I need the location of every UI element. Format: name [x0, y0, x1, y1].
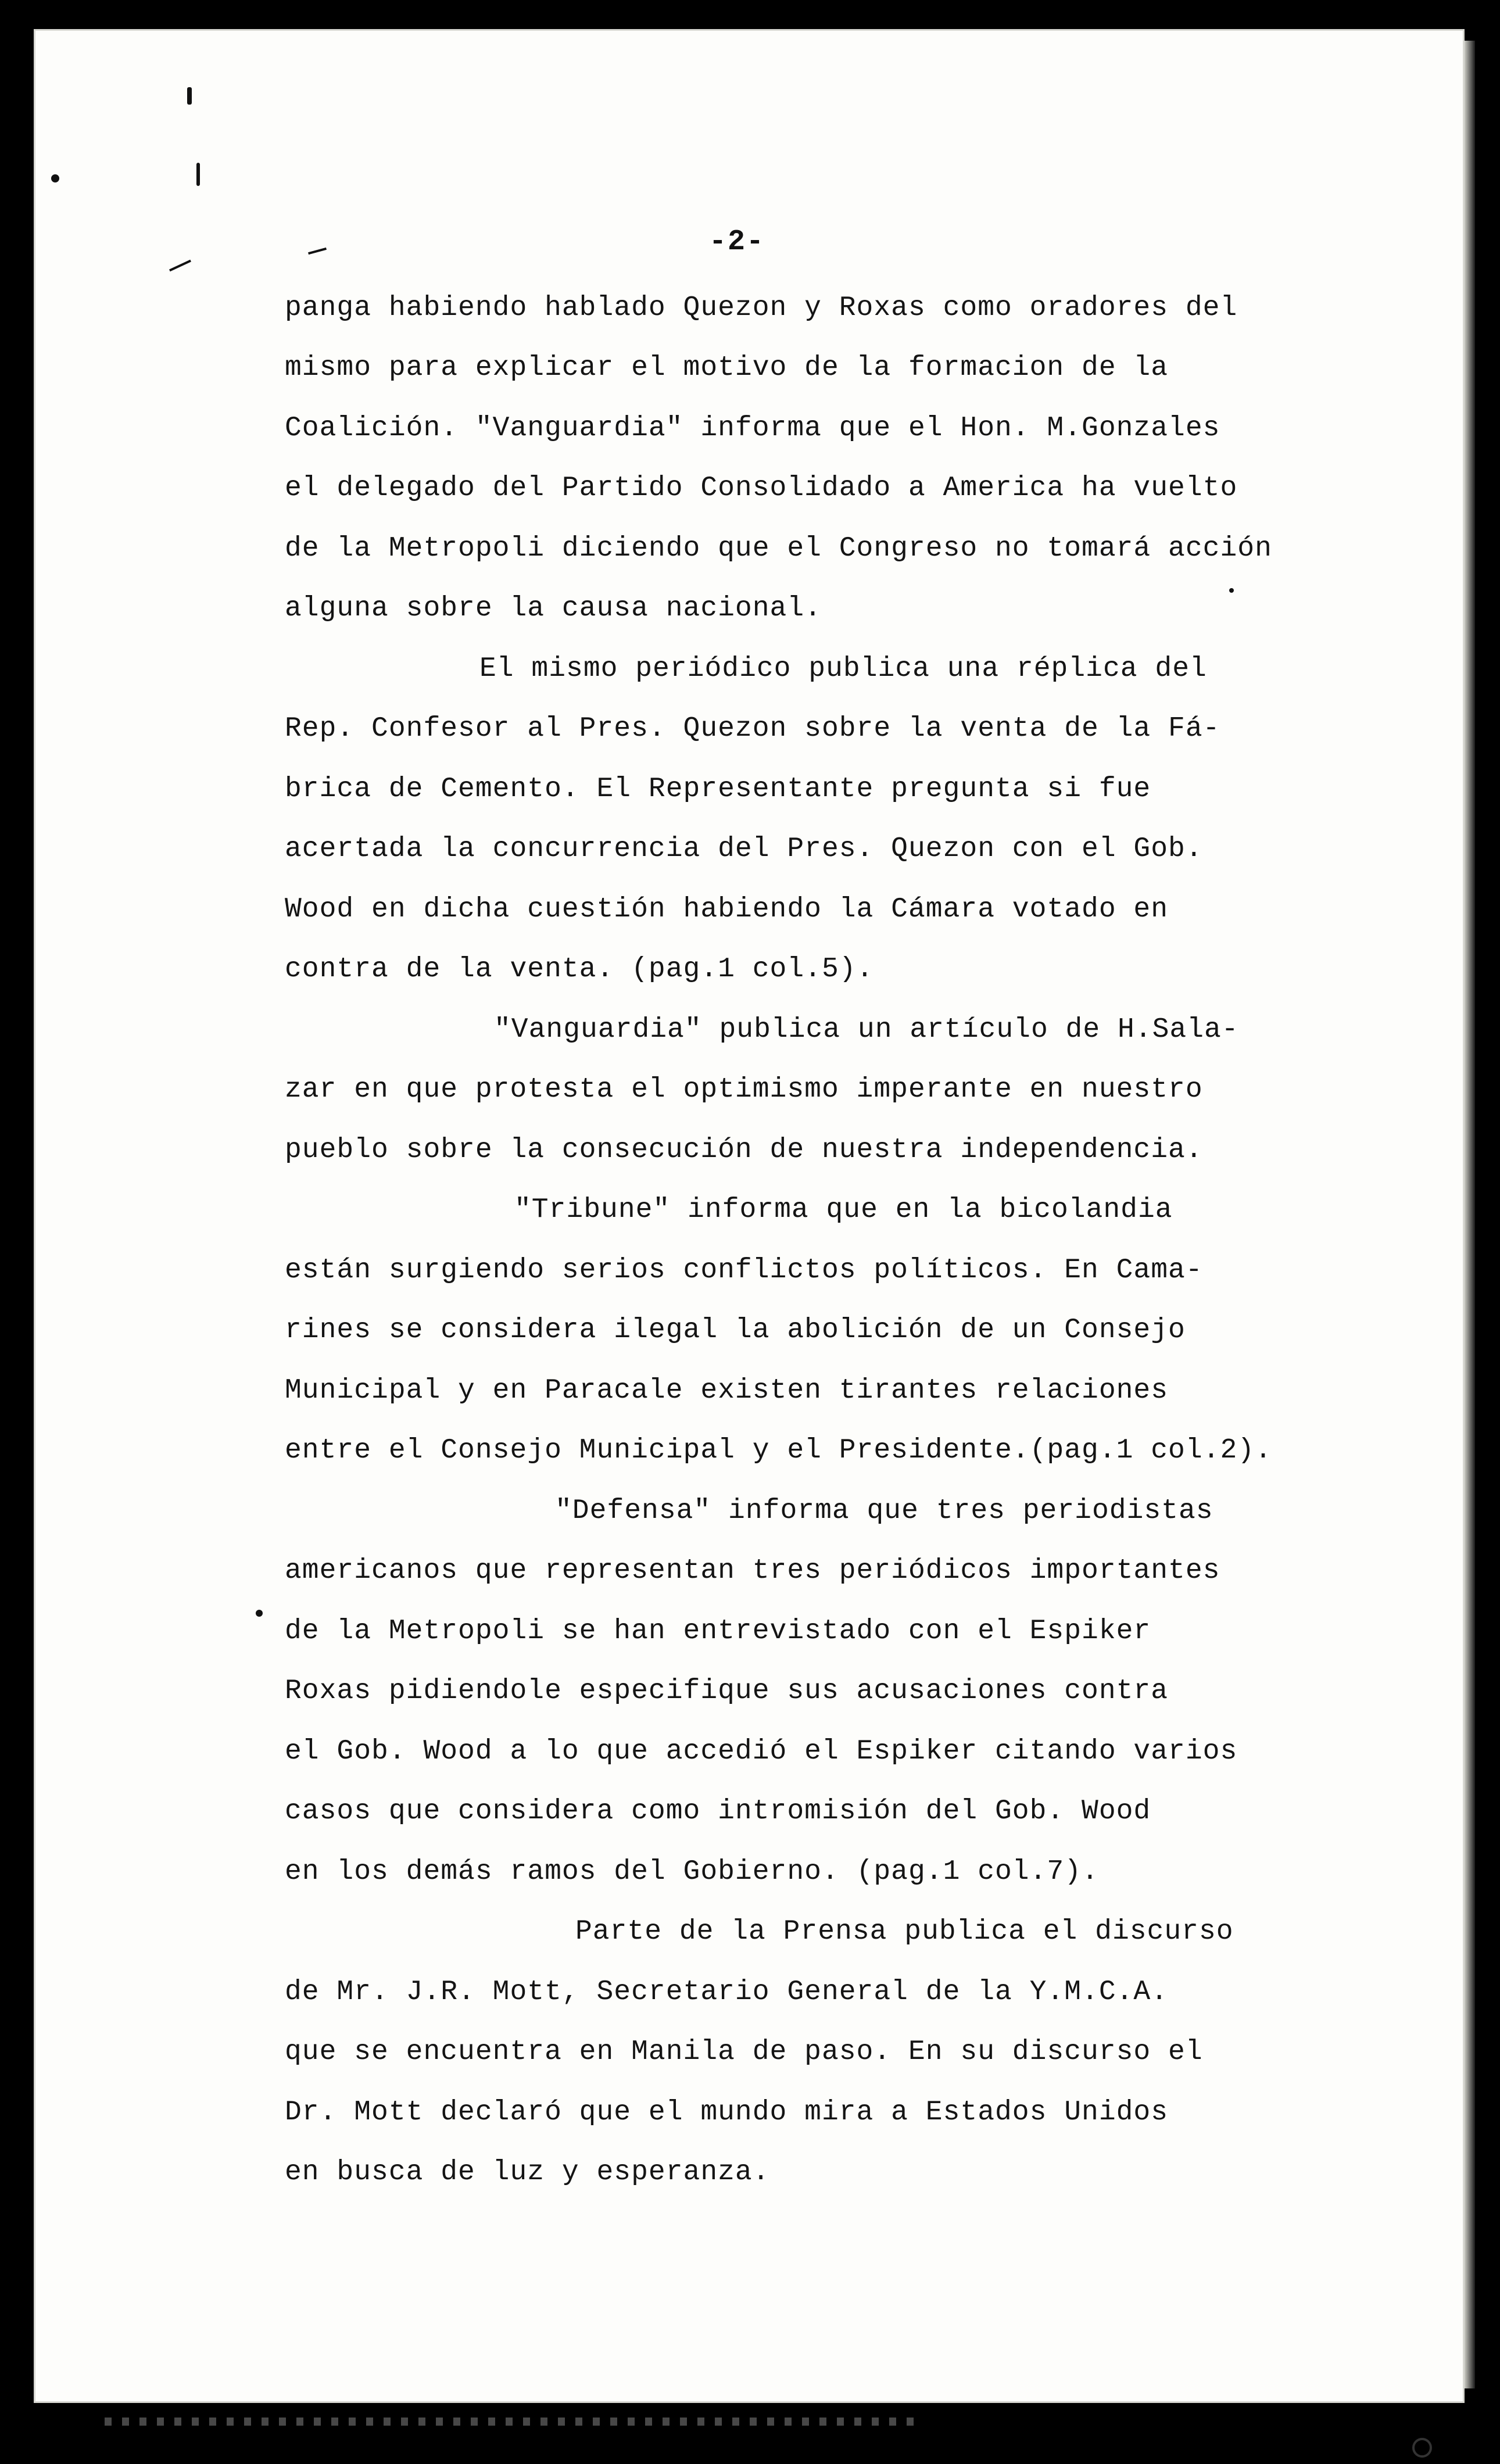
paragraph-start-line: Parte de la Prensa publica el discurso	[575, 1916, 1234, 1947]
text-line: de Mr. J.R. Mott, Secretario General de la Y.M.C.A.	[285, 1976, 1169, 2008]
text-line: en busca de luz y esperanza.	[285, 2157, 770, 2188]
text-line: están surgiendo serios conflictos políticos. En Cama-	[285, 1255, 1203, 1286]
text-line: Wood en dicha cuestión habiendo la Cámara votado en	[285, 894, 1169, 925]
text-line: rines se considera ilegal la abolición de un Consejo	[285, 1315, 1186, 1346]
scan-speck	[1412, 2438, 1432, 2458]
text-line: zar en que protesta el optimismo imperante en nuestro	[285, 1074, 1203, 1105]
page-number: -2-	[709, 225, 765, 259]
page-edge-shadow	[1465, 41, 1475, 2388]
text-line: Coalición. "Vanguardia" informa que el Hon. M.Gonzales	[285, 413, 1220, 444]
text-line: Municipal y en Paracale existen tirantes relaciones	[285, 1375, 1169, 1406]
text-line: de la Metropoli se han entrevistado con el Espiker	[285, 1616, 1151, 1647]
text-line: americanos que representan tres periódicos importantes	[285, 1555, 1220, 1586]
text-line: panga habiendo hablado Quezon y Roxas como oradores del	[285, 292, 1238, 324]
text-line: alguna sobre la causa nacional.	[285, 593, 822, 624]
scan-speck	[256, 1610, 263, 1617]
bottom-smudge	[105, 2418, 918, 2426]
scan-speck	[1229, 588, 1234, 593]
paragraph-start-line: "Vanguardia" publica un artículo de H.Sala-	[494, 1014, 1239, 1045]
scan-speck	[196, 163, 200, 186]
text-line: de la Metropoli diciendo que el Congreso no tomará acción	[285, 533, 1272, 564]
scan-speck	[187, 87, 192, 105]
text-line: Dr. Mott declaró que el mundo mira a Estados Unidos	[285, 2097, 1169, 2128]
text-line: Rep. Confesor al Pres. Quezon sobre la venta de la Fá-	[285, 713, 1220, 744]
text-line: brica de Cemento. El Representante pregunta si fue	[285, 773, 1151, 805]
text-line: que se encuentra en Manila de paso. En su discurso el	[285, 2036, 1203, 2068]
text-line: pueblo sobre la consecución de nuestra independencia.	[285, 1134, 1203, 1166]
text-line: Roxas pidiendole especifique sus acusaciones contra	[285, 1675, 1169, 1707]
scan-speck	[51, 174, 59, 182]
text-line: en los demás ramos del Gobierno. (pag.1 col.7).	[285, 1856, 1099, 1888]
text-line: el Gob. Wood a lo que accedió el Espiker citando varios	[285, 1736, 1238, 1767]
text-line: mismo para explicar el motivo de la formacion de la	[285, 352, 1169, 384]
text-line: acertada la concurrencia del Pres. Quezon con el Gob.	[285, 833, 1203, 865]
paragraph-start-line: El mismo periódico publica una réplica del	[479, 653, 1207, 685]
text-line: entre el Consejo Municipal y el Presidente.(pag.1 col.2).	[285, 1435, 1272, 1466]
text-line: casos que considera como intromisión del Gob. Wood	[285, 1796, 1151, 1827]
paragraph-start-line: "Defensa" informa que tres periodistas	[555, 1495, 1213, 1527]
text-line: el delegado del Partido Consolidado a America ha vuelto	[285, 472, 1238, 504]
paragraph-start-line: "Tribune" informa que en la bicolandia	[514, 1194, 1173, 1226]
text-line: contra de la venta. (pag.1 col.5).	[285, 954, 874, 985]
